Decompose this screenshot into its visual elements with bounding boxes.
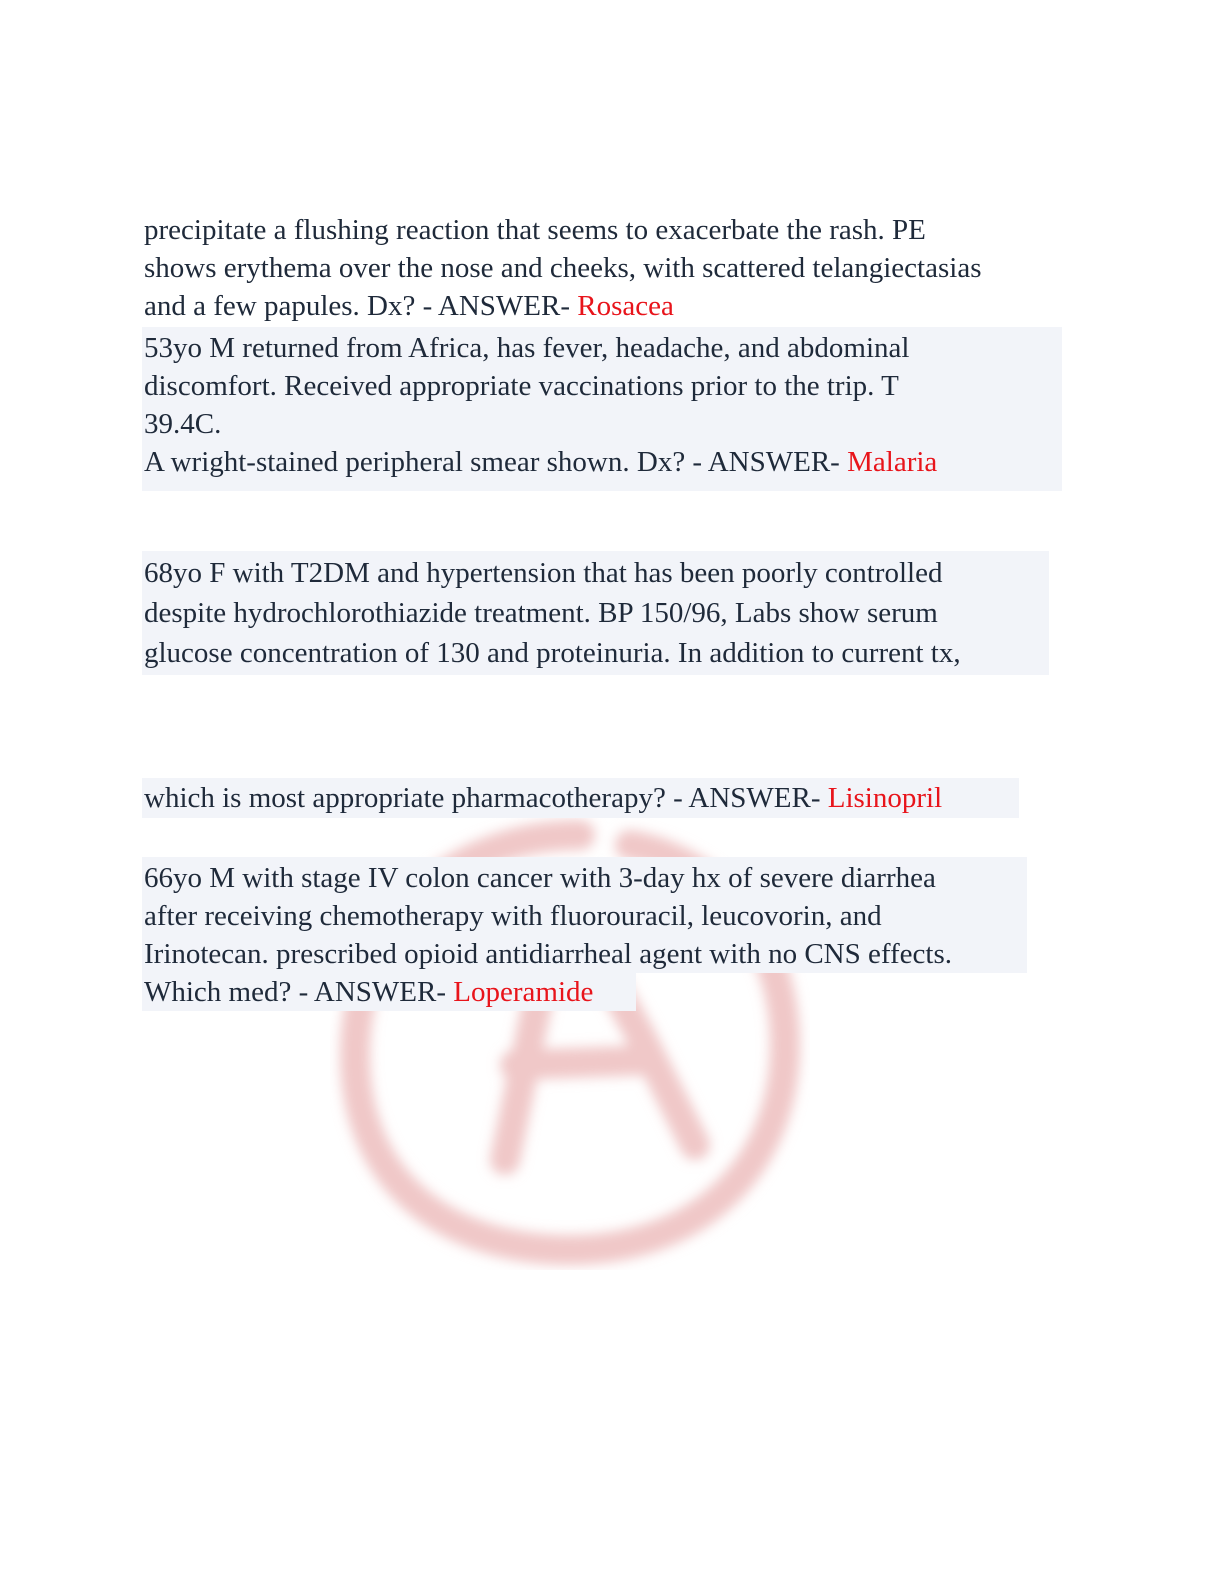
question-line: 66yo M with stage IV colon cancer with 3-day hx of severe diarrhea <box>144 862 936 894</box>
question-line: Irinotecan. prescribed opioid antidiarrheal agent with no CNS effects. <box>144 938 952 970</box>
answer-text: Rosacea <box>577 290 674 322</box>
answer-line <box>144 779 1019 817</box>
question-line: after receiving chemotherapy with fluorouracil, leucovorin, and <box>144 900 882 932</box>
question-line: shows erythema over the nose and cheeks, with scattered telangiectasias <box>144 252 982 284</box>
answer-text: Malaria <box>847 446 938 478</box>
question-line: 53yo M returned from Africa, has fever, headache, and abdominal <box>144 332 910 364</box>
qa-item-lisinopril <box>142 778 1019 818</box>
answer-text: Loperamide <box>453 976 594 1008</box>
question-line: 68yo F with T2DM and hypertension that has been poorly controlled <box>144 557 943 589</box>
question-line: precipitate a flushing reaction that seems to exacerbate the rash. PE <box>144 214 926 246</box>
qa-item-loperamide <box>142 857 1027 973</box>
question-text: and a few papules. Dx? - ANSWER- <box>144 290 578 322</box>
qa-item-loperamide-answer <box>142 973 636 1011</box>
question-line: despite hydrochlorothiazide treatment. BP 150/96, Labs show serum <box>144 597 938 629</box>
answer-line <box>144 973 636 1011</box>
question-text: Which med? - ANSWER- <box>144 976 454 1008</box>
qa-item-rosacea <box>142 211 1062 325</box>
qa-item-hypertension <box>142 551 1049 675</box>
question-text: which is most appropriate pharmacotherapy? - ANSWER- <box>144 782 828 814</box>
question-line: glucose concentration of 130 and proteinuria. In addition to current tx, <box>144 637 961 669</box>
qa-item-malaria <box>142 327 1062 491</box>
question-text: A wright-stained peripheral smear shown. Dx? - ANSWER- <box>144 446 848 478</box>
question-line: 39.4C. <box>144 408 222 440</box>
answer-text: Lisinopril <box>827 782 943 814</box>
answer-line <box>144 287 1062 325</box>
answer-line <box>144 443 1062 481</box>
question-line: discomfort. Received appropriate vaccinations prior to the trip. T <box>144 370 899 402</box>
